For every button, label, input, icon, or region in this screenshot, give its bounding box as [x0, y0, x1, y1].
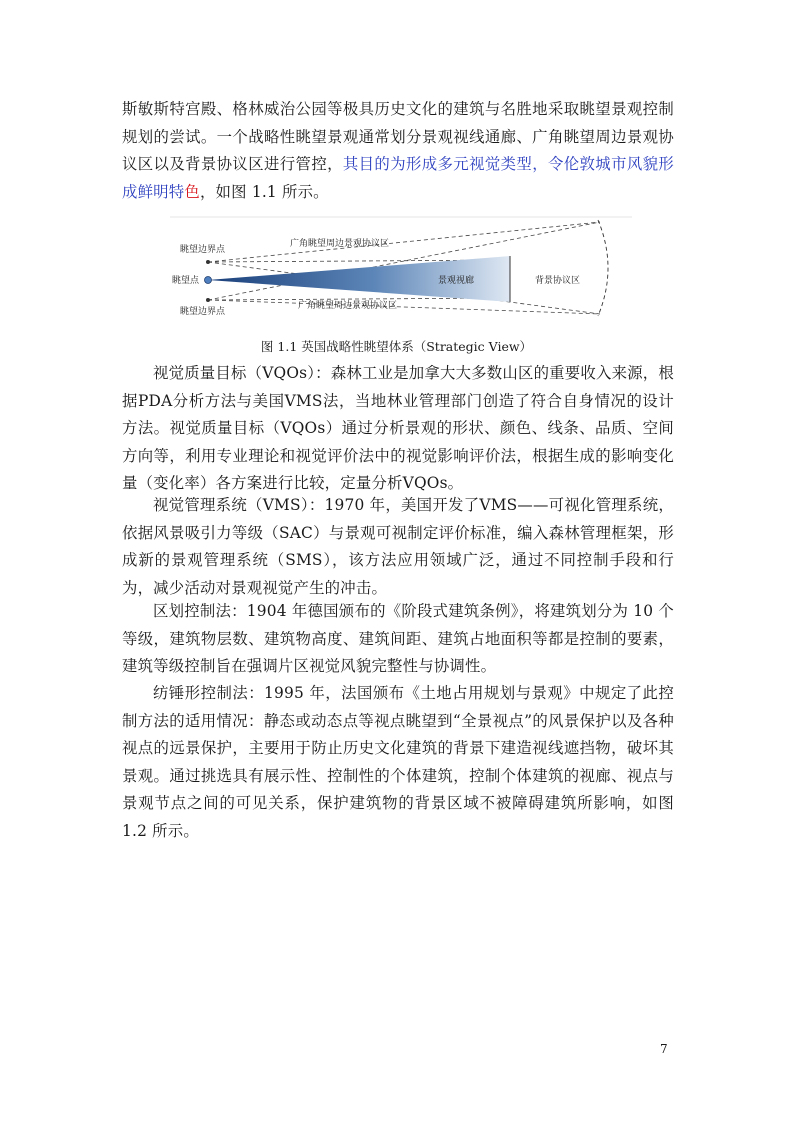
intro-tail-text: ，如图 1.1 所示。	[199, 182, 329, 201]
intro-blue-text: 其目的为形成多元视觉类型，令伦敦城市风貌形成鲜明特	[122, 155, 674, 201]
sight-line-upper-outer	[208, 222, 600, 262]
sight-line-lower-outer	[208, 300, 600, 314]
paragraph-vqos: 视觉质量目标（VQOs）：森林工业是加拿大大多数山区的重要收入来源，根据PDA分析方法与美国VMS法，当地林业管理部门创造了符合自身情况的设计方法。视觉质量目标（VQOs）通过分析景观的形状、颜色、线条、品质、空间方向等，利用专业理论和视觉评价法中的视觉影响评价法，根据生成的影响变化量（变化率）各方案进行比较，定量分析VQOs。	[122, 364, 674, 492]
label-bottom-zone: 广角眺望周边景观协议区	[298, 301, 398, 311]
background-arc	[598, 220, 608, 316]
page-number: 7	[660, 1042, 668, 1056]
boundary-point-bottom-marker	[206, 298, 210, 302]
strategic-view-diagram	[170, 212, 632, 324]
label-corridor: 景观视廊	[438, 276, 475, 286]
paragraph-spindle: 纺锤形控制法：1995 年，法国颁布《土地占用规划与景观》中规定了此控制方法的适用情况：静态或动态点等视点眺望到“全景视点”的风景保护以及各种视点的远景保护，主要用于防止历史文化建筑的背景下建造视线遮挡物，破坏其景观。通过挑选具有展示性、控制性的个体建筑，控制个体建筑的视廊、视点与景观节点之间的可见关系，保护建筑物的背景区域不被障碍建筑所影响，如图 1.2 所示。	[122, 684, 674, 840]
label-top-zone: 广角眺望周边景观协议区	[290, 239, 390, 249]
viewpoint-marker	[205, 277, 212, 284]
boundary-point-top-marker	[206, 260, 210, 264]
label-top-left: 眺望边界点	[180, 245, 226, 255]
intro-plain-text: 斯敏斯特宫殿、格林威治公园等极具历史文化的建筑与名胜地采取眺望景观控制规划的尝试。一个战略性眺望景观通常划分景观视线通廊、广角眺望周边景观协议区以及背景协议区进行管控，	[122, 100, 674, 173]
intro-red-text: 色	[184, 182, 200, 201]
paragraph-vms: 视觉管理系统（VMS）：1970 年，美国开发了VMS——可视化管理系统，依据风景吸引力等级（SAC）与景观可视制定评价标准，编入森林管理框架，形成新的景观管理系统（SMS），该方法应用领域广泛，通过不同控制手段和行为，减少活动对景观视觉产生的冲击。	[122, 496, 674, 597]
label-bottom-left: 眺望边界点	[180, 307, 226, 317]
label-center-left: 眺望点	[172, 276, 200, 286]
strategic-view-svg	[170, 212, 632, 324]
intro-paragraph	[122, 96, 674, 206]
label-background: 背景协议区	[535, 276, 581, 286]
paragraph-zoning: 区划控制法：1904 年德国颁布的《阶段式建筑条例》，将建筑划分为 10 个等级，建筑物层数、建筑物高度、建筑间距、建筑占地面积等都是控制的要素，建筑等级控制旨在强调片区视觉风貌完整性与协调性。	[122, 602, 674, 675]
figure-caption: 图 1.1 英国战略性眺望体系（Strategic View）	[260, 339, 533, 354]
